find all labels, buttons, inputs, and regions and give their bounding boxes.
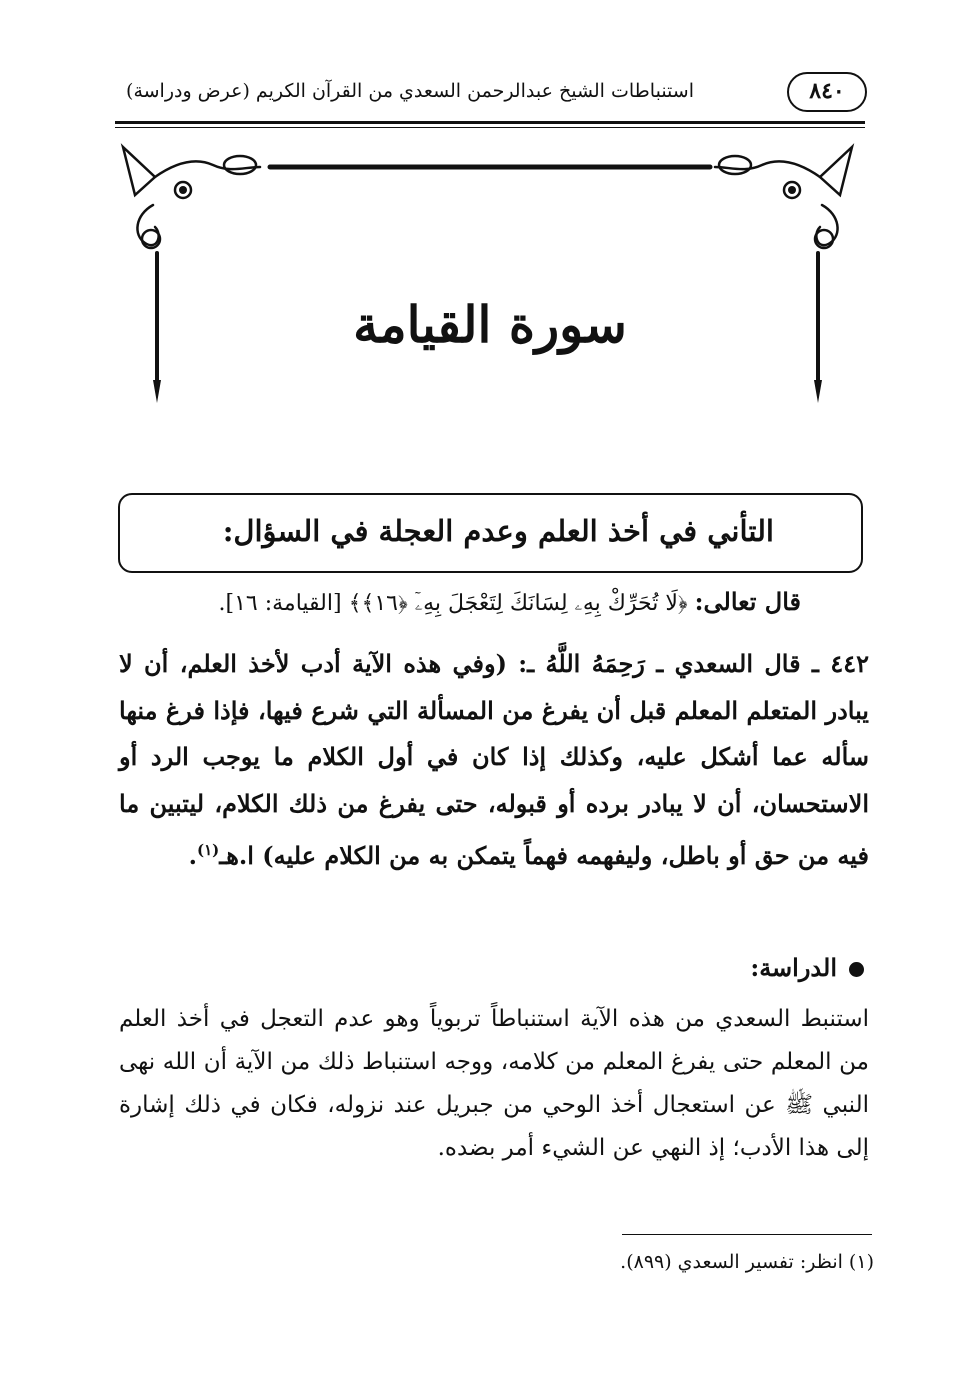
study-heading: [464, 948, 864, 988]
page-number: ٨٤٠: [787, 72, 867, 112]
quote-paragraph: ٤٤٢ ـ قال السعدي ـ رَحِمَهُ اللَّهُ ـ: (وفي هذه الآية أدب لأخذ العلم، أن لا يبادر المتعلم المعلم قبل أن يفرغ من المسألة التي شرع فيها، فإذا فرغ منها سأله عما أشكل عليه، وكذلك إذا كان في أول الكلام ما يوجب الرد أو الاستحسان، أن لا يبادر برده أو قبوله، حتى يفرغ من ذلك الكلام، ليتبين ما فيه من حق أو باطل، وليفهمه فهماً يتمكن به من الكلام عليه) ا.هـ$^{(١)}$.: [119, 649, 869, 870]
verse-lead: قال تعالى:: [694, 587, 801, 616]
verse-text: ﴿لَا تُحَرِّكْ بِهِۦ لِسَانَكَ لِتَعْجَلَ بِهِۦٓ ﴿١٦﴾﴾: [348, 591, 688, 616]
surah-title: سورة القيامة: [353, 295, 627, 354]
verse-line: [101, 582, 801, 624]
study-paragraph: استنبط السعدي من هذه الآية استنباطاً تربوياً وهو عدم التعجل في أخذ العلم من المعلم حتى يفرغ المعلم من كلامه، ووجه استنباط ذلك من الآية أن الله نهى النبي ﷺ عن استعجال أخذ الوحي من جبريل عند نزوله، فكان في ذلك إشارة إلى هذا الأدب؛ إذ النهي عن الشيء أمر بضده.: [119, 1006, 869, 1161]
verse-reference: [القيامة: ١٦].: [218, 591, 342, 616]
footnote: (١) انظر: تفسير السعدي (٨٩٩).: [620, 1251, 874, 1273]
study-heading-text: الدراسة:: [750, 953, 837, 982]
header-rule-thick: [115, 121, 865, 124]
section-title: التأني في أخذ العلم وعدم العجلة في السؤال:: [222, 514, 774, 548]
footnote-rule: [622, 1234, 872, 1235]
running-header: استنباطات الشيخ عبدالرحمن السعدي من القرآن الكريم (عرض ودراسة): [126, 80, 694, 102]
quote-text: ٤٤٢ ـ قال السعدي ـ رَحِمَهُ اللَّهُ ـ: (وفي هذه الآية أدب لأخذ العلم، أن لا يبادر المتعلم المعلم قبل أن يفرغ من المسألة التي شرع فيها، فإذا فرغ منها سأله عما أشكل عليه، وكذلك إذا كان في أول الكلام ما يوجب الرد أو الاستحسان، أن لا يبادر برده أو قبوله، حتى يفرغ من ذلك الكلام، ليتبين ما فيه من حق أو باطل، وليفهمه فهماً يتمكن به من الكلام عليه) ا.هـ: [119, 649, 869, 870]
footnote-ref: (١): [196, 841, 220, 859]
header-rule-thin: [115, 127, 865, 128]
bullet-icon: [849, 962, 864, 977]
